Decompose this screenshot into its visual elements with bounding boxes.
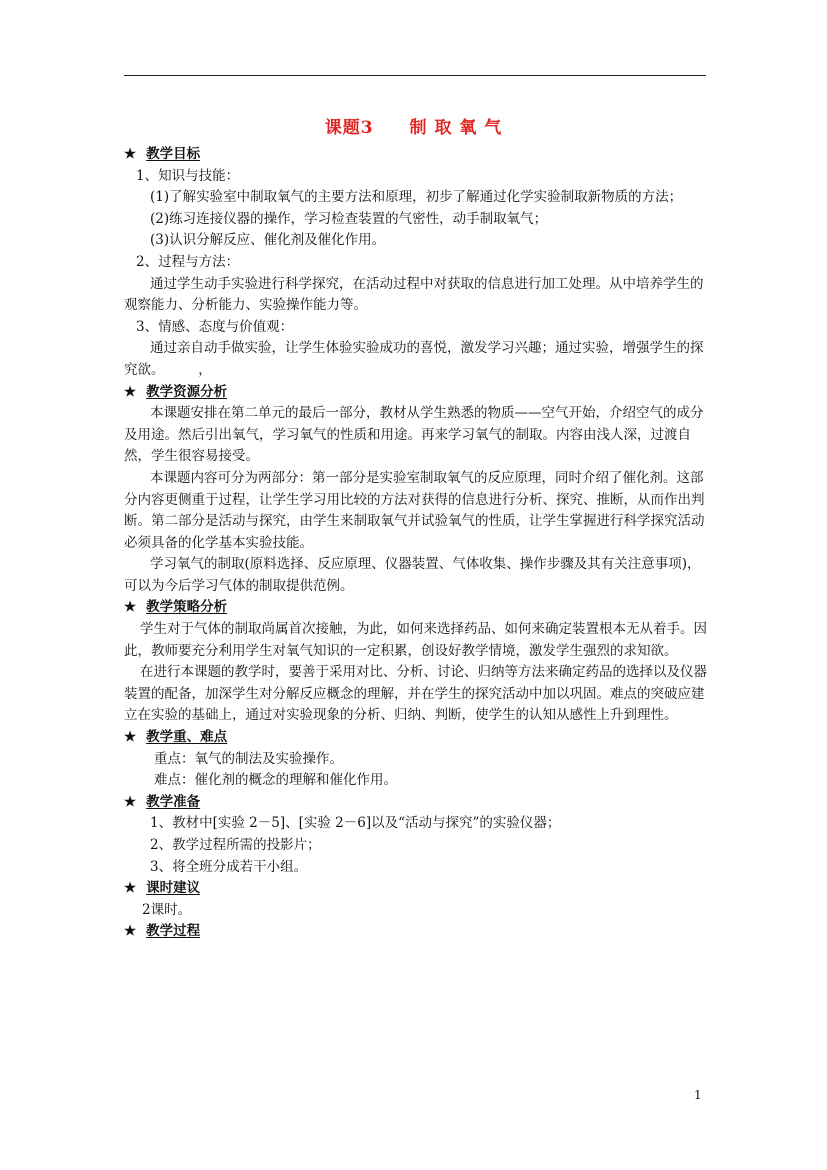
keypoint-difficult: 难点：催化剂的概念的理解和催化作用。	[154, 772, 397, 789]
section-heading-goals: ★ 教学目标	[124, 146, 201, 162]
section-heading-process: ★ 教学过程	[124, 923, 201, 940]
section-heading-resources: ★ 教学资源分析	[124, 383, 228, 400]
section-heading-keypoints: ★ 教学重、难点	[124, 729, 228, 746]
header-rule	[124, 75, 706, 76]
page-title: 课题3 制 取 氧 气	[324, 118, 503, 138]
resources-paragraph-3: 学习氧气的制取(原料选择、反应原理、仪器装置、气体收集、操作步骤及其有关注意事项)，可以为今后学习气体的制取提供范例。	[124, 556, 701, 594]
goals-knowledge-item-2: (2)练习连接仪器的操作，学习检查装置的气密性，动手制取氧气；	[150, 210, 548, 227]
page-number: 1	[694, 1088, 702, 1102]
goals-knowledge-label: 1、知识与技能：	[136, 167, 240, 184]
goals-process-text: 通过学生动手实验进行科学探究，在活动过程中对获取的信息进行加工处理。从中培养学生的观察能力、分析能力、实验操作能力等。	[124, 275, 704, 314]
preparation-item-3: 3、将全班分成若干小组。	[150, 858, 308, 875]
star-icon: ★	[124, 146, 137, 162]
hours-text: 2课时。	[142, 901, 192, 918]
star-icon: ★	[124, 923, 137, 940]
star-icon: ★	[124, 880, 137, 897]
goals-emotion-label: 3、情感、态度与价值观：	[136, 318, 294, 335]
goals-emotion-text: 通过亲自动手做实验，让学生体验实验成功的喜悦，激发学习兴趣；通过实验，增强学生的探究欲。 ，	[124, 340, 704, 378]
keypoint-key: 重点：氧气的制法及实验操作。	[154, 750, 343, 767]
goals-knowledge-item-3: (3)认识分解反应、催化剂及催化作用。	[150, 232, 386, 249]
strategy-paragraph-2: 在进行本课题的教学时，要善于采用对比、分析、讨论、归纳等方法来确定药品的选择以及仪器装置的配备，加深学生对分解反应概念的理解，并在学生的探究活动中加以巩固。难点的突破应建立在实验的基础上，通过对实验现象的分析、归纳、判断，使学生的认知从感性上升到理性。	[124, 664, 707, 724]
star-icon: ★	[124, 383, 137, 400]
section-heading-preparation: ★ 教学准备	[124, 793, 201, 810]
star-icon: ★	[124, 729, 137, 746]
resources-paragraph-2: 本课题内容可分为两部分：第一部分是实验室制取氧气的反应原理，同时介绍了催化剂。这部分内容更侧重于过程，让学生学习用比较的方法对获得的信息进行分析、探究、推断，从而作出判断。第二部分是活动与探究，由学生来制取氧气并试验氧气的性质，让学生掌握进行科学探究活动必须具备的化学基本实验技能。	[124, 469, 705, 551]
section-heading-strategy: ★ 教学策略分析	[124, 599, 228, 616]
resources-paragraph-1: 本课题安排在第二单元的最后一部分，教材从学生熟悉的物质——空气开始，介绍空气的成分及用途。然后引出氧气，学习氧气的性质和用途。再来学习氧气的制取。内容由浅人深，过渡自然，学生很容易接受。	[124, 405, 704, 465]
goals-process-label: 2、过程与方法：	[136, 253, 240, 270]
strategy-paragraph-1: 学生对于气体的制取尚属首次接触，为此，如何来选择药品、如何来确定装置根本无从着手。因此，教师要充分利用学生对氧气知识的一定积累，创设好教学情境，激发学生强烈的求知欲。	[124, 621, 707, 659]
goals-knowledge-item-1: (1)了解实验室中制取氧气的主要方法和原理，初步了解通过化学实验制取新物质的方法；	[150, 189, 683, 206]
star-icon: ★	[124, 793, 137, 810]
star-icon: ★	[124, 599, 137, 616]
section-heading-hours: ★ 课时建议	[124, 880, 201, 897]
preparation-item-1: 1、教材中[实验 2－5]、[实验 2－6]以及“活动与探究”的实验仪器；	[150, 815, 561, 832]
document-body	[124, 144, 708, 943]
preparation-item-2: 2、教学过程所需的投影片；	[150, 837, 321, 853]
